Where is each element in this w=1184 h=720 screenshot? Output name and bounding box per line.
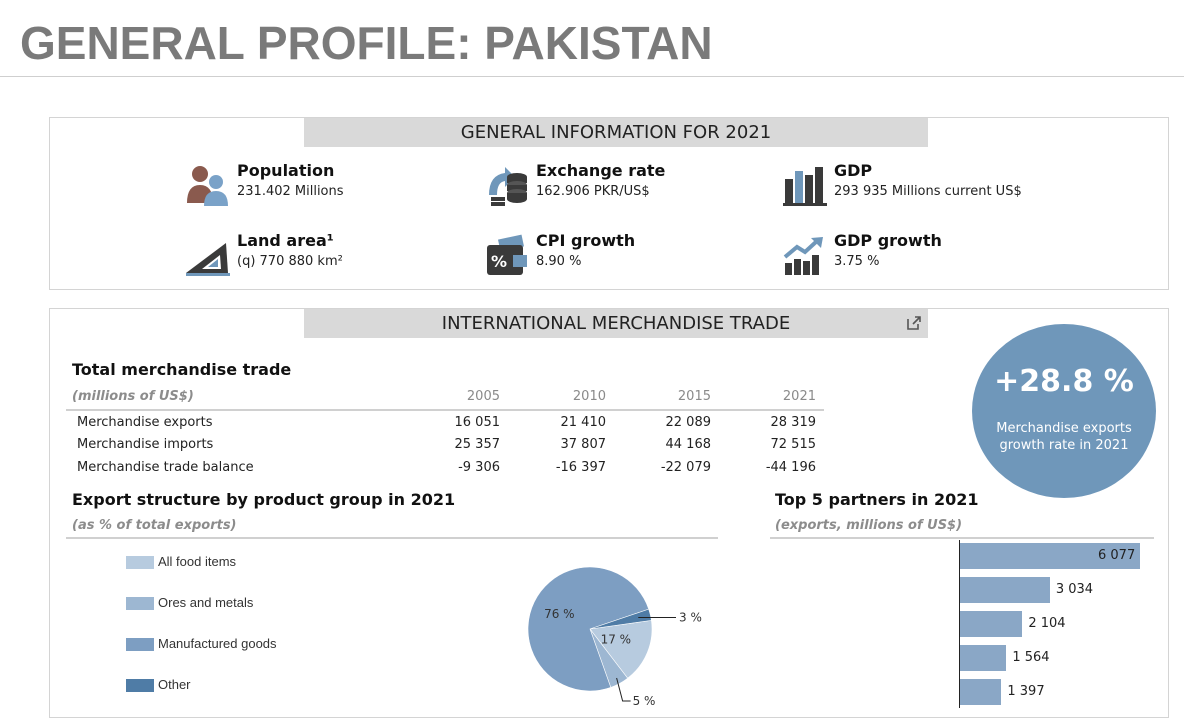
kpi-label: Population <box>237 161 335 180</box>
year-header: 2015 <box>677 389 711 404</box>
legend-label: Other <box>158 677 191 692</box>
kpi-exchange-rate <box>485 163 745 209</box>
legend-label: All food items <box>158 554 237 569</box>
page-title: GENERAL PROFILE: PAKISTAN <box>20 17 713 69</box>
kpi-label: Land area¹ <box>237 231 334 250</box>
pie-label-manufactured: 76 % <box>544 607 575 622</box>
general-info-panel <box>49 117 1169 290</box>
legend-swatch <box>126 556 154 569</box>
table-cell: -9 306 <box>458 460 500 475</box>
caption-line: Merchandise exports <box>996 421 1132 436</box>
export-structure-unit: (as % of total exports) <box>72 518 237 533</box>
title-divider <box>0 76 1184 77</box>
general-info-header: GENERAL INFORMATION FOR 2021 <box>304 118 928 147</box>
table-cell: 37 807 <box>560 437 606 452</box>
trade-header: INTERNATIONAL MERCHANDISE TRADE <box>304 309 928 338</box>
gdp-bar-icon <box>783 165 827 207</box>
partner-bar <box>960 679 1001 705</box>
kpi-land-area <box>186 233 446 279</box>
kpi-value: 8.90 % <box>536 254 582 269</box>
external-link-icon[interactable] <box>906 315 922 331</box>
land-area-icon <box>186 235 230 277</box>
pie-label-ores: 5 % <box>632 694 656 708</box>
table-cell: -16 397 <box>555 460 606 475</box>
caption-line: growth rate in 2021 <box>999 438 1129 453</box>
kpi-label: Exchange rate <box>536 161 666 180</box>
row-label: Merchandise exports <box>77 415 213 430</box>
legend-swatch <box>126 638 154 651</box>
kpi-label: CPI growth <box>536 231 636 250</box>
pie-label-food: 17 % <box>600 632 632 647</box>
partners-unit: (exports, millions of US$) <box>775 518 963 533</box>
year-header: 2005 <box>466 389 500 404</box>
kpi-label: GDP growth <box>834 231 942 250</box>
legend-label: Manufactured goods <box>158 636 277 651</box>
export-structure-pie-chart <box>470 559 702 709</box>
kpi-value: 3.75 % <box>834 254 880 269</box>
partner-value: 1 564 <box>1012 650 1050 665</box>
table-row <box>66 457 824 479</box>
export-growth-caption <box>982 420 1146 454</box>
partner-value: 3 034 <box>1055 582 1094 597</box>
kpi-label: GDP <box>834 161 873 180</box>
kpi-value: (q) 770 880 km² <box>237 254 343 269</box>
exchange-rate-icon <box>485 165 529 207</box>
legend-swatch <box>126 597 154 610</box>
row-label: Merchandise trade balance <box>77 460 254 475</box>
export-structure-rule <box>66 537 718 539</box>
total-trade-title: Total merchandise trade <box>72 360 292 379</box>
table-header-rule <box>66 409 824 411</box>
partner-value: 6 077 <box>1098 548 1136 563</box>
year-header: 2021 <box>782 389 816 404</box>
table-row <box>66 434 824 456</box>
pie-label-other: 3 % <box>679 610 702 625</box>
trade-table-unit: (millions of US$) <box>72 389 194 404</box>
export-structure-title: Export structure by product group in 2021 <box>72 490 456 509</box>
table-cell: -22 079 <box>660 460 711 475</box>
kpi-cpi-growth <box>485 233 745 279</box>
table-cell: 25 357 <box>454 437 500 452</box>
gdp-growth-icon <box>783 235 827 277</box>
year-header: 2010 <box>572 389 606 404</box>
partners-axis-line <box>959 540 960 708</box>
partner-value: 1 397 <box>1007 684 1045 699</box>
table-cell: 72 515 <box>770 437 816 452</box>
partner-bar <box>960 645 1006 671</box>
row-label: Merchandise imports <box>77 437 214 452</box>
cpi-growth-icon <box>485 235 529 277</box>
population-icon <box>186 165 230 207</box>
table-cell: -44 196 <box>765 460 816 475</box>
legend-swatch <box>126 679 154 692</box>
partner-value: 2 104 <box>1028 616 1066 631</box>
table-cell: 16 051 <box>454 415 500 430</box>
kpi-value: 293 935 Millions current US$ <box>834 184 1022 199</box>
svg-text:%: % <box>491 252 508 271</box>
kpi-gdp <box>783 163 1043 209</box>
table-cell: 44 168 <box>665 437 711 452</box>
table-cell: 22 089 <box>665 415 711 430</box>
kpi-value: 162.906 PKR/US$ <box>536 184 650 199</box>
kpi-population <box>186 163 446 209</box>
kpi-gdp-growth <box>783 233 1043 279</box>
export-growth-bubble <box>972 324 1156 498</box>
export-growth-value: +28.8 % <box>994 364 1134 399</box>
partner-bar <box>960 611 1022 637</box>
partners-rule <box>770 537 1154 539</box>
partners-title: Top 5 partners in 2021 <box>775 490 979 509</box>
table-cell: 21 410 <box>560 415 606 430</box>
legend-label: Ores and metals <box>158 595 254 610</box>
table-cell: 28 319 <box>770 415 816 430</box>
partner-bar <box>960 577 1050 603</box>
kpi-value: 231.402 Millions <box>237 184 344 199</box>
table-row <box>66 412 824 434</box>
